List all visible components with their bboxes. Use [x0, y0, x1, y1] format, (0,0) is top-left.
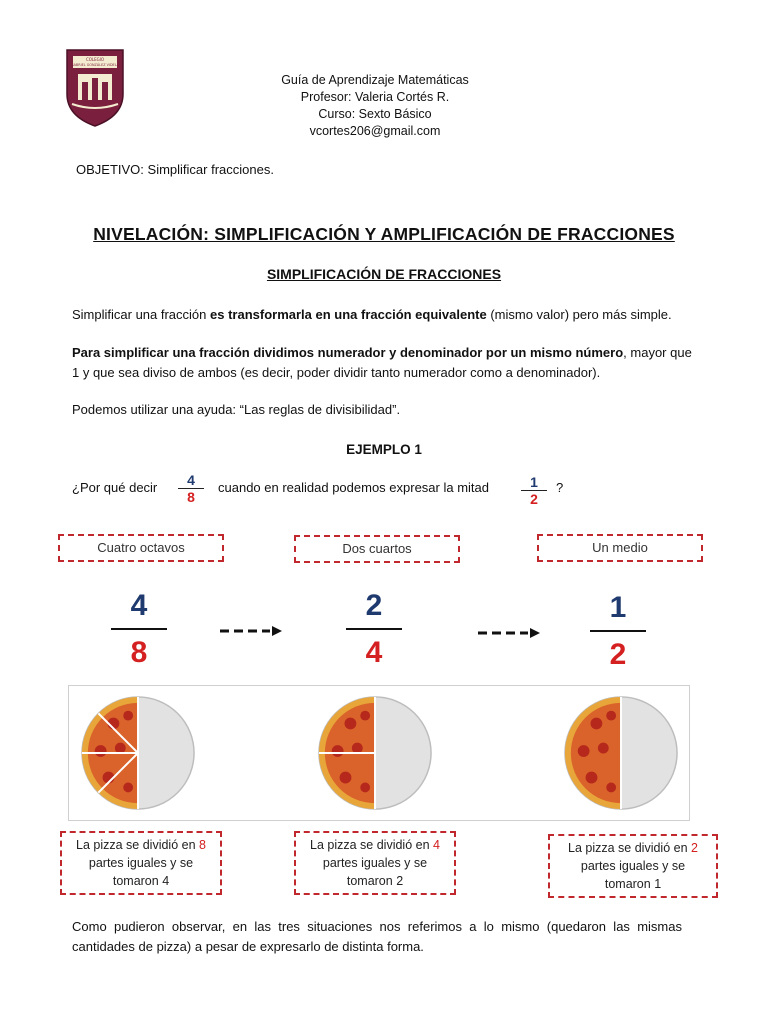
guide-header [200, 72, 550, 140]
svg-text:COLEGIO: COLEGIO [85, 57, 105, 62]
big-fraction-4-8: 4 8 [109, 588, 169, 672]
teacher-email: vcortes206@gmail.com [309, 124, 441, 138]
question-end: ? [556, 480, 564, 495]
course-name: Curso: Sexto Básico [318, 107, 432, 121]
pizza-quarters-icon [316, 694, 434, 812]
pizza-eighths-icon [79, 694, 197, 812]
label-one-half: Un medio [537, 534, 703, 562]
conclusion-paragraph: Como pudieron observar, en las tres situaciones nos referimos a lo mismo (quedaron las mismas cantidades de pizza) a pesar de expresarlo de distinta forma. [72, 919, 682, 954]
big-fraction-2-4: 2 4 [344, 588, 404, 672]
page-title: NIVELACIÓN: SIMPLIFICACIÓN Y AMPLIFICACIÓN DE FRACCIONES [93, 224, 675, 244]
objective-label: OBJETIVO: [76, 162, 144, 177]
dashed-arrow-icon [220, 626, 282, 636]
guide-title: Guía de Aprendizaje Matemáticas [281, 73, 469, 87]
desc-eighths: La pizza se dividió en 8 partes iguales y se tomaron 4 [60, 831, 222, 895]
desc-quarters: La pizza se dividió en 4 partes iguales y se tomaron 2 [294, 831, 456, 895]
school-crest-logo [64, 46, 126, 128]
teacher-name: Profesor: Valeria Cortés R. [300, 90, 450, 104]
svg-text:GABRIEL GONZÁLEZ VIDELA: GABRIEL GONZÁLEZ VIDELA [70, 63, 120, 67]
label-two-quarters: Dos cuartos [294, 535, 460, 563]
fraction-one-half: 1 2 [521, 474, 547, 507]
paragraph-method: Para simplificar una fracción dividimos numerador y denominador por un mismo número, mayor que 1 y que sea diviso de ambos (es decir, poder dividir tanto numerador como a denominador). [72, 345, 692, 380]
objective-text: Simplificar fracciones. [143, 162, 274, 177]
paragraph-definition: Simplificar una fracción es transformarla en una fracción equivalente (mismo valor) pero más simple. [72, 307, 672, 322]
dashed-arrow-icon [478, 628, 540, 638]
pizza-half-icon [562, 694, 680, 812]
desc-half: La pizza se dividió en 2 partes iguales y se tomaron 1 [548, 834, 718, 898]
question-start: ¿Por qué decir [72, 480, 158, 495]
question-middle: cuando en realidad podemos expresar la mitad [218, 480, 490, 495]
section-subtitle: SIMPLIFICACIÓN DE FRACCIONES [266, 266, 502, 282]
paragraph-help: Podemos utilizar una ayuda: “Las reglas de divisibilidad”. [72, 402, 401, 417]
fraction-four-eighths: 4 8 [178, 472, 204, 505]
example-title: EJEMPLO 1 [346, 442, 422, 457]
label-four-eighths: Cuatro octavos [58, 534, 224, 562]
objective [76, 162, 274, 177]
big-fraction-1-2: 1 2 [588, 590, 648, 674]
